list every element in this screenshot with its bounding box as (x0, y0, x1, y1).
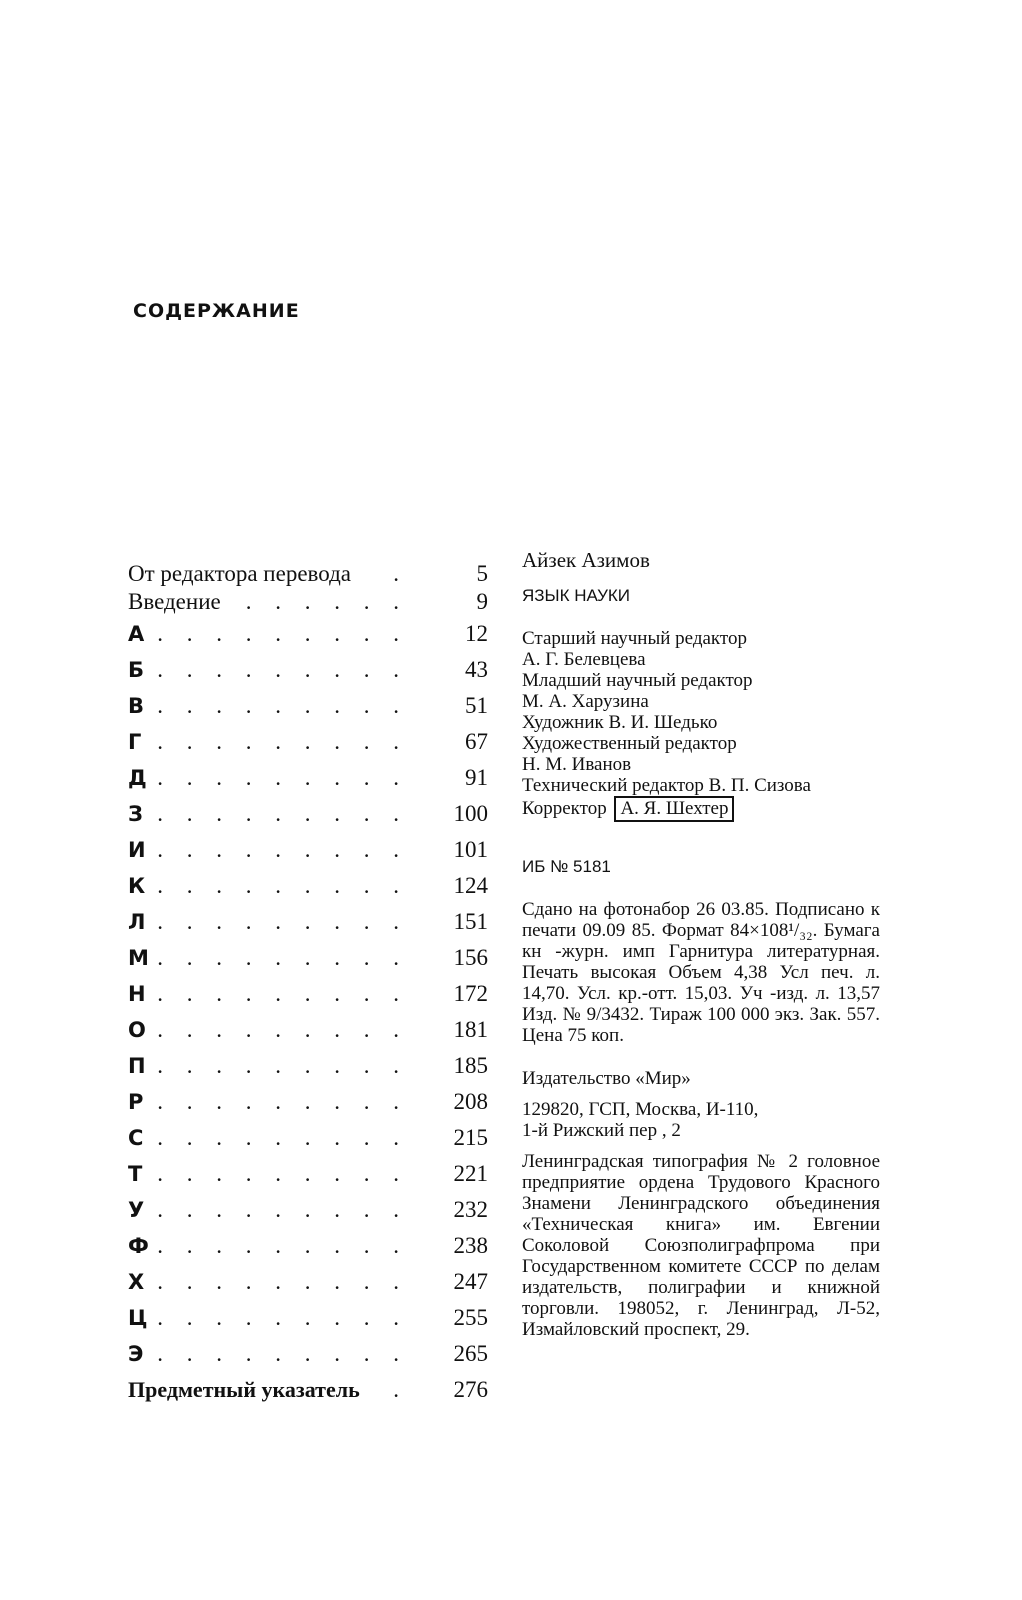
toc-entry-page: 124 (453, 873, 488, 898)
toc-entry-page: 91 (465, 765, 488, 790)
toc-entry-page: 101 (453, 837, 488, 862)
toc-entry (128, 1120, 488, 1156)
toc-entry-label: От редактора перевода (128, 561, 351, 586)
imprint-block (522, 550, 880, 1340)
toc-entry (128, 940, 488, 976)
toc-entry-page: 215 (453, 1125, 488, 1150)
toc-entry-page: 181 (453, 1017, 488, 1042)
toc-entry (128, 652, 488, 688)
toc-entry-page: 265 (453, 1341, 488, 1366)
toc-entry-page: 51 (465, 693, 488, 718)
toc-entry-page: 238 (453, 1233, 488, 1258)
toc-leader-dots: . . . . . . . . . (157, 1269, 408, 1294)
toc-entry (128, 616, 488, 652)
publisher-name: Издательство «Мир» (522, 1068, 691, 1089)
toc-leader-dots: . . . . . . . . . (157, 621, 408, 646)
toc-entry-page: 5 (476, 561, 488, 586)
toc-entry (128, 868, 488, 904)
staff-line: Младший научный редактор (522, 670, 753, 691)
toc-leader-dots: . . . . . . . . . (157, 657, 408, 682)
toc-entry-label: Б (128, 658, 145, 682)
toc-entry (128, 1012, 488, 1048)
toc-entry (128, 976, 488, 1012)
toc-entry-label: К (128, 874, 146, 898)
toc-leader-dots: . . . . . . . . . (157, 873, 408, 898)
staff-line: Н. М. Иванов (522, 754, 632, 775)
toc-entry (128, 1048, 488, 1084)
author-name: Айзек Азимов (522, 548, 650, 572)
toc-leader-dots: . . . . . . . . . (157, 1089, 408, 1114)
toc-entry-label: М (128, 946, 149, 970)
toc-entry-label: Э (128, 1342, 144, 1366)
publisher-address-line: 129820, ГСП, Москва, И-110, (522, 1099, 759, 1120)
toc-leader-dots: . . . . . . . . . (157, 801, 408, 826)
toc-leader-dots: . (393, 1377, 408, 1402)
printer-details: Ленинградская типография № 2 головное предприятие ордена Трудового Красного Знамени Ленинградского объединения «Техническая книга» им. Евгении Соколовой Союзполиграфпрома при Государственном комитете СССР по делам издательств, полиграфии и книжной торговли. 198052, г. Ленинград, Л-52, Измайловский проспект, 29. (522, 1151, 880, 1340)
toc-entry-page: 247 (453, 1269, 488, 1294)
production-details: Сдано на фотонабор 26 03.85. Подписано к печати 09.09 85. Формат 84×108¹/₃₂. Бумага кн -журн. имп Гарнитура литературная. Печать высокая Объем 4,38 Усл печ. л. 14,70. Усл. кр.-отт. 15,03. Уч -изд. л. 13,57 Изд. № 9/3432. Тираж 100 000 экз. Зак. 557. Цена 75 коп. (522, 899, 880, 1046)
toc-entry (128, 832, 488, 868)
toc-entry (128, 1264, 488, 1300)
toc-entry-label: Г (128, 730, 142, 754)
toc-entry (128, 1372, 488, 1408)
toc-leader-dots: . . . . . . . . . (157, 1197, 408, 1222)
toc-entry-label: Введение (128, 589, 221, 614)
toc-leader-dots: . . . . . . . . . (157, 1125, 408, 1150)
toc-entry-page: 100 (453, 801, 488, 826)
toc-entry-label: В (128, 694, 145, 718)
toc-entry-label: Д (128, 766, 147, 790)
toc-entry (128, 796, 488, 832)
toc-entry-page: 172 (453, 981, 488, 1006)
publisher-address-line: 1-й Рижский пер , 2 (522, 1120, 681, 1141)
toc-entry-page: 12 (465, 621, 488, 646)
toc-entry-label: З (128, 802, 143, 826)
toc-entry-label: Х (128, 1270, 145, 1294)
toc-entry-page: 185 (453, 1053, 488, 1078)
toc-leader-dots: . . . . . . . . . (157, 729, 408, 754)
toc-leader-dots: . (393, 561, 408, 586)
toc-leader-dots: . . . . . . . . . (157, 765, 408, 790)
toc-entry (128, 688, 488, 724)
toc-entry-label: С (128, 1126, 144, 1150)
toc-entry (128, 760, 488, 796)
toc-entry-label: Предметный указатель (128, 1377, 360, 1402)
corrector-name-box: А. Я. Шехтер (614, 796, 734, 822)
toc-entry-page: 232 (453, 1197, 488, 1222)
toc-leader-dots: . . . . . . . . . (157, 837, 408, 862)
toc-entry (128, 1156, 488, 1192)
toc-entry-label: И (128, 838, 146, 862)
toc-entry (128, 1300, 488, 1336)
staff-line: Художник В. И. Шедько (522, 712, 718, 733)
toc-entry-page: 208 (453, 1089, 488, 1114)
toc-entry-page: 151 (453, 909, 488, 934)
toc-entry (128, 588, 488, 616)
staff-line: Старший научный редактор (522, 628, 747, 649)
table-of-contents (128, 560, 488, 1408)
toc-leader-dots: . . . . . . . . . (157, 981, 408, 1006)
staff-line: Технический редактор В. П. Сизова (522, 775, 811, 796)
corrector-line (522, 796, 880, 822)
staff-list (522, 628, 880, 822)
staff-line: А. Г. Белевцева (522, 649, 646, 670)
toc-entry-page: 9 (476, 589, 488, 614)
toc-entry-page: 276 (453, 1377, 488, 1402)
toc-entry (128, 1228, 488, 1264)
staff-line: Художественный редактор (522, 733, 737, 754)
toc-entry-label: Ц (128, 1306, 148, 1330)
book-title: ЯЗЫК НАУКИ (522, 586, 631, 605)
toc-entry-label: А (128, 622, 145, 646)
toc-entry-label: О (128, 1018, 146, 1042)
toc-leader-dots: . . . . . . . . . (157, 945, 408, 970)
toc-entry (128, 904, 488, 940)
toc-leader-dots: . . . . . . . . . (157, 909, 408, 934)
staff-line: М. А. Харузина (522, 691, 649, 712)
toc-entry-page: 67 (465, 729, 488, 754)
toc-entry (128, 1084, 488, 1120)
toc-entry (128, 560, 488, 588)
toc-entry-label: Н (128, 982, 146, 1006)
toc-entry (128, 724, 488, 760)
toc-leader-dots: . . . . . . . . . (157, 1305, 408, 1330)
toc-entry-label: П (128, 1054, 146, 1078)
toc-entry-page: 156 (453, 945, 488, 970)
toc-entry-page: 221 (453, 1161, 488, 1186)
corrector-label: Корректор (522, 798, 607, 819)
toc-entry-label: Р (128, 1090, 144, 1114)
toc-leader-dots: . . . . . . . . . (157, 1233, 408, 1258)
toc-entry-label: Л (128, 910, 146, 934)
page-title: СОДЕРЖАНИЕ (133, 300, 300, 322)
toc-leader-dots: . . . . . . . . . (157, 693, 408, 718)
toc-leader-dots: . . . . . . . . . (157, 1341, 408, 1366)
toc-leader-dots: . . . . . . . . . (157, 1017, 408, 1042)
toc-entry (128, 1336, 488, 1372)
toc-leader-dots: . . . . . . (245, 589, 408, 614)
toc-entry-label: У (128, 1198, 145, 1222)
toc-entry-page: 43 (465, 657, 488, 682)
toc-entry (128, 1192, 488, 1228)
toc-entry-label: Ф (128, 1234, 149, 1258)
toc-entry-label: Т (128, 1162, 143, 1186)
ib-number: ИБ № 5181 (522, 857, 611, 876)
toc-leader-dots: . . . . . . . . . (157, 1053, 408, 1078)
toc-leader-dots: . . . . . . . . . (157, 1161, 408, 1186)
toc-entry-page: 255 (453, 1305, 488, 1330)
